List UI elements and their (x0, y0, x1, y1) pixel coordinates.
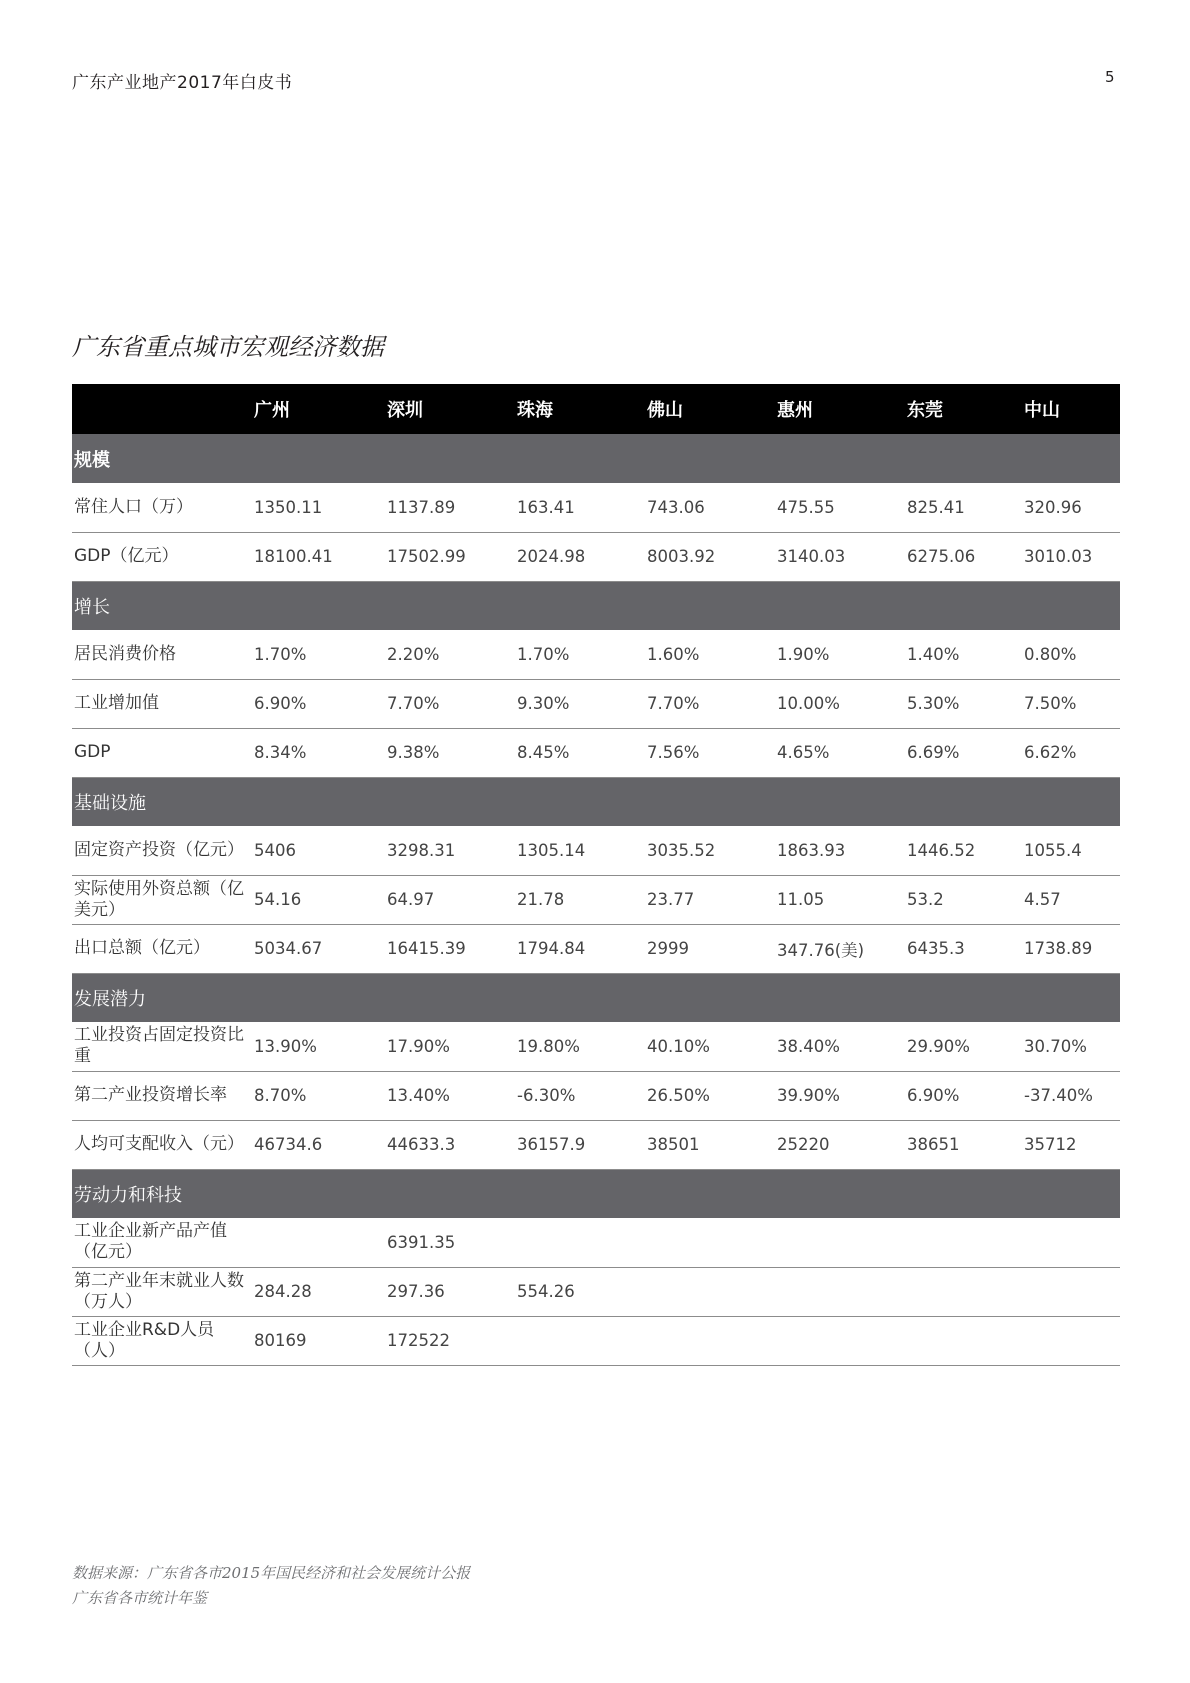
table-cell: 8.70% (252, 1071, 385, 1120)
column-header-dongguan: 东莞 (907, 400, 943, 421)
row-label: 居民消费价格 (72, 630, 252, 679)
table-cell: 36157.9 (515, 1120, 645, 1169)
category-row (72, 777, 1120, 826)
table-cell: 17.90% (385, 1022, 515, 1071)
table-cell: 3010.03 (1022, 532, 1120, 581)
category-label: 发展潜力 (74, 988, 146, 1010)
table-row (72, 728, 1120, 777)
data-source-note (72, 1561, 470, 1611)
page-number: 5 (1105, 68, 1115, 86)
table-cell (1022, 1316, 1120, 1365)
table-cell: 29.90% (905, 1022, 1022, 1071)
table-cell: 2024.98 (515, 532, 645, 581)
category-row (72, 581, 1120, 630)
table-cell (645, 1316, 775, 1365)
table-cell: 38501 (645, 1120, 775, 1169)
table-cell: 18100.41 (252, 532, 385, 581)
table-cell: 16415.39 (385, 924, 515, 973)
table-row (72, 1218, 1120, 1267)
table-cell: 6391.35 (385, 1218, 515, 1267)
table-cell (905, 1267, 1022, 1316)
table-row (72, 1267, 1120, 1316)
table-cell (515, 1316, 645, 1365)
category-row (72, 973, 1120, 1022)
table-cell: 6275.06 (905, 532, 1022, 581)
row-label: 常住人口（万） (72, 483, 252, 532)
row-label: 工业增加值 (72, 679, 252, 728)
table-cell: 7.50% (1022, 679, 1120, 728)
table-cell: 39.90% (775, 1071, 905, 1120)
table-cell: -37.40% (1022, 1071, 1120, 1120)
table-cell: 1738.89 (1022, 924, 1120, 973)
table-cell: 9.38% (385, 728, 515, 777)
table-cell (775, 1218, 905, 1267)
table-cell: 5034.67 (252, 924, 385, 973)
table-cell: 35712 (1022, 1120, 1120, 1169)
table-cell (645, 1267, 775, 1316)
table-cell: 6.90% (252, 679, 385, 728)
table-cell: 19.80% (515, 1022, 645, 1071)
table-cell: 1305.14 (515, 826, 645, 875)
table-cell: 172522 (385, 1316, 515, 1365)
table-cell: 44633.3 (385, 1120, 515, 1169)
category-label: 劳动力和科技 (74, 1184, 182, 1206)
table-cell: 1.40% (905, 630, 1022, 679)
table-cell: 7.70% (385, 679, 515, 728)
table-cell: 1.70% (252, 630, 385, 679)
table-cell: 347.76(美) (775, 924, 905, 973)
table-cell: 23.77 (645, 875, 775, 924)
macro-economic-table (72, 384, 1120, 1366)
table-cell: 743.06 (645, 483, 775, 532)
row-label: 工业企业新产品产值（亿元） (72, 1218, 252, 1267)
table-cell: 9.30% (515, 679, 645, 728)
table-row (72, 1022, 1120, 1071)
table-cell: 3140.03 (775, 532, 905, 581)
column-header-zhuhai: 珠海 (517, 400, 553, 421)
table-row (72, 924, 1120, 973)
table-cell: 25220 (775, 1120, 905, 1169)
table-cell: 13.40% (385, 1071, 515, 1120)
column-header-foshan: 佛山 (647, 400, 683, 421)
table-cell: 64.97 (385, 875, 515, 924)
table-cell: 53.2 (905, 875, 1022, 924)
table-cell: 3298.31 (385, 826, 515, 875)
table-cell: 8.34% (252, 728, 385, 777)
table-cell: 38.40% (775, 1022, 905, 1071)
table-cell: 7.56% (645, 728, 775, 777)
table-body (72, 434, 1120, 1365)
table-row (72, 679, 1120, 728)
table-cell: 30.70% (1022, 1022, 1120, 1071)
table-cell (775, 1316, 905, 1365)
table-cell: 475.55 (775, 483, 905, 532)
table-cell (515, 1218, 645, 1267)
category-label: 规模 (74, 449, 110, 471)
row-label: 固定资产投资（亿元） (72, 826, 252, 875)
table-cell: 2999 (645, 924, 775, 973)
table-cell: 5406 (252, 826, 385, 875)
table-cell: 297.36 (385, 1267, 515, 1316)
table-cell: 554.26 (515, 1267, 645, 1316)
table-row (72, 826, 1120, 875)
table-cell: 1055.4 (1022, 826, 1120, 875)
column-header-zhongshan: 中山 (1024, 400, 1060, 421)
table-cell: 825.41 (905, 483, 1022, 532)
table-cell: 4.65% (775, 728, 905, 777)
table-cell: 46734.6 (252, 1120, 385, 1169)
table-cell: 1.60% (645, 630, 775, 679)
table-cell: 6.90% (905, 1071, 1022, 1120)
table-cell: 1.70% (515, 630, 645, 679)
table-cell (1022, 1218, 1120, 1267)
table-cell (645, 1218, 775, 1267)
section-title: 广东省重点城市宏观经济数据 (72, 333, 384, 361)
table-cell: 21.78 (515, 875, 645, 924)
table-cell: 17502.99 (385, 532, 515, 581)
row-label: 实际使用外资总额（亿美元） (72, 875, 252, 924)
category-label: 增长 (74, 596, 110, 618)
table-cell: 6.62% (1022, 728, 1120, 777)
table-row (72, 1120, 1120, 1169)
table-cell: 2.20% (385, 630, 515, 679)
row-label: GDP（亿元） (72, 532, 252, 581)
category-row (72, 1169, 1120, 1218)
table-cell: 5.30% (905, 679, 1022, 728)
row-label: 工业企业R&D人员（人） (72, 1316, 252, 1365)
table-cell: 38651 (905, 1120, 1022, 1169)
table-header-row (72, 384, 1120, 434)
table-cell: 3035.52 (645, 826, 775, 875)
table-row (72, 1071, 1120, 1120)
table-cell: 1446.52 (905, 826, 1022, 875)
column-header-blank (72, 384, 252, 434)
category-label: 基础设施 (74, 792, 146, 814)
table-cell: 13.90% (252, 1022, 385, 1071)
table-cell: 1350.11 (252, 483, 385, 532)
table-cell: 40.10% (645, 1022, 775, 1071)
row-label: 出口总额（亿元） (72, 924, 252, 973)
row-label: 人均可支配收入（元） (72, 1120, 252, 1169)
table-cell: 0.80% (1022, 630, 1120, 679)
column-header-huizhou: 惠州 (777, 400, 813, 421)
table-cell: 163.41 (515, 483, 645, 532)
document-header-title: 广东产业地产2017年白皮书 (72, 73, 293, 93)
column-header-shenzhen: 深圳 (387, 400, 423, 421)
column-header-guangzhou: 广州 (254, 400, 290, 421)
table-cell (775, 1267, 905, 1316)
row-label: 工业投资占固定投资比重 (72, 1022, 252, 1071)
table-cell: 10.00% (775, 679, 905, 728)
table-cell: 6435.3 (905, 924, 1022, 973)
table-row (72, 630, 1120, 679)
table-cell: 320.96 (1022, 483, 1120, 532)
row-label: GDP (72, 728, 252, 777)
table-cell: 7.70% (645, 679, 775, 728)
table-cell: 1863.93 (775, 826, 905, 875)
row-label: 第二产业年末就业人数（万人） (72, 1267, 252, 1316)
table-cell: 11.05 (775, 875, 905, 924)
table-row (72, 532, 1120, 581)
table-cell: 4.57 (1022, 875, 1120, 924)
table-cell: -6.30% (515, 1071, 645, 1120)
row-label: 第二产业投资增长率 (72, 1071, 252, 1120)
source-line-1: 数据来源：广东省各市2015年国民经济和社会发展统计公报 (72, 1564, 471, 1582)
table-cell: 284.28 (252, 1267, 385, 1316)
table-cell: 6.69% (905, 728, 1022, 777)
table-cell: 1794.84 (515, 924, 645, 973)
table-cell: 80169 (252, 1316, 385, 1365)
table-cell: 1.90% (775, 630, 905, 679)
table-cell: 8.45% (515, 728, 645, 777)
table-cell (905, 1316, 1022, 1365)
table-row (72, 1316, 1120, 1365)
table-cell: 8003.92 (645, 532, 775, 581)
table-row (72, 483, 1120, 532)
table-cell (1022, 1267, 1120, 1316)
table-row (72, 875, 1120, 924)
table-cell: 1137.89 (385, 483, 515, 532)
table-cell (905, 1218, 1022, 1267)
table-cell: 26.50% (645, 1071, 775, 1120)
source-line-2: 广东省各市统计年鉴 (72, 1589, 208, 1607)
table-cell (252, 1218, 385, 1267)
category-row (72, 434, 1120, 483)
table-cell: 54.16 (252, 875, 385, 924)
